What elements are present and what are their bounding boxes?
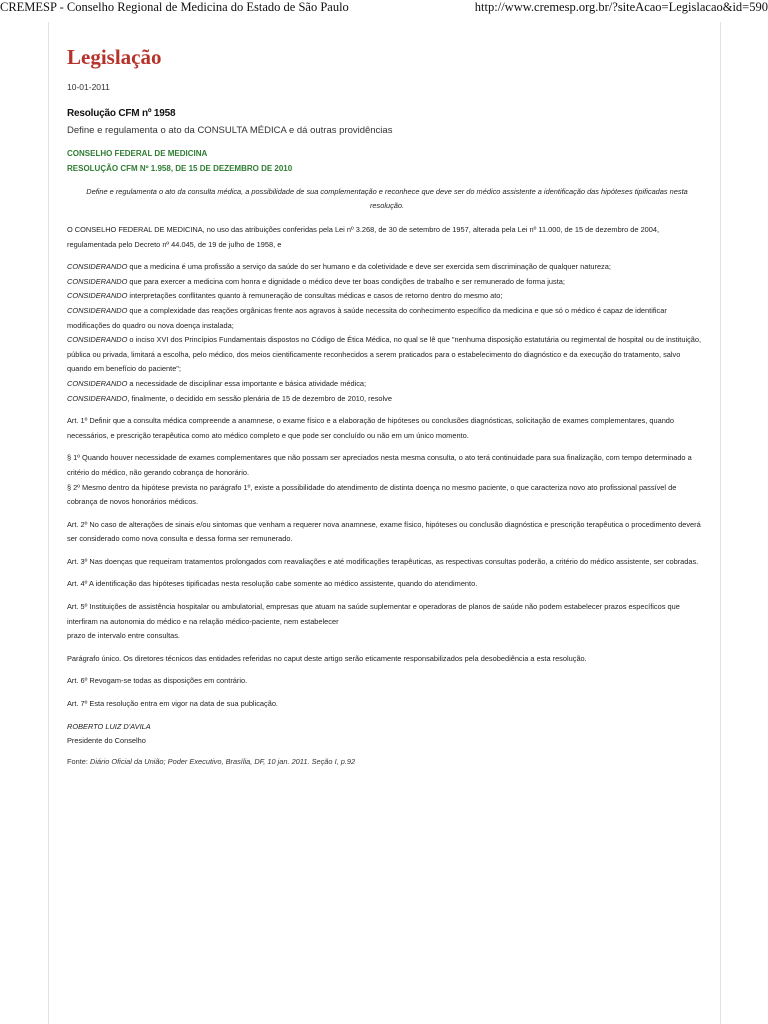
paragraph-1: § 1º Quando houver necessidade de exames complementares que não possam ser apreciados nesta mesma consulta, o ato terá continuidade para sua finalização, com tempo determinado a critério do médico, não gerando cobrança de honorário. bbox=[67, 453, 692, 477]
article-7: Art. 7º Esta resolução entra em vigor na data de sua publicação. bbox=[67, 699, 278, 709]
issuer-name: CONSELHO FEDERAL DE MEDICINA bbox=[67, 149, 208, 158]
resolution-subtitle: Define e regulamenta o ato da CONSULTA MÉDICA e dá outras providências bbox=[67, 125, 393, 136]
right-border bbox=[720, 22, 721, 1024]
ementa: Define e regulamenta o ato da consulta médica, a possibilidade de sua complementação e reconhece que deve ser do médico assistente a identificação das hipóteses tipificadas nesta resolução. bbox=[86, 187, 688, 210]
article-5: Art. 5º Instituições de assistência hospitalar ou ambulatorial, empresas que atuam na saúde suplementar e operadoras de planos de saúde não podem estabelecer prazos específicos que interfiram na autonomia do médico e na relação médico-paciente, nem estabelecer prazo de intervalo entre consultas. bbox=[67, 602, 680, 641]
page-url[interactable]: http://www.cremesp.org.br/?siteAcao=Legislacao&id=590 bbox=[474, 0, 768, 14]
print-header bbox=[0, 0, 768, 16]
resolution-title: Resolução CFM nº 1958 bbox=[67, 108, 176, 119]
paragraph-2: § 2º Mesmo dentro da hipótese prevista no parágrafo 1º, existe a possibilidade do atendimento de distinta doença no mesmo paciente, o que caracteriza novo ato profissional passível de cobrança de novos honorários médicos. bbox=[67, 482, 677, 507]
page-title-header: CREMESP - Conselho Regional de Medicina do Estado de São Paulo bbox=[0, 0, 349, 14]
issuer-block bbox=[67, 146, 707, 176]
preamble: O CONSELHO FEDERAL DE MEDICINA, no uso das atribuições conferidas pela Lei nº 3.268, de 30 de setembro de 1957, alterada pela Lei nº 11.000, de 15 de dezembro de 2004, regulamentada pelo Decreto nº 44.045, de 19 de julho de 1958, e bbox=[67, 225, 660, 249]
considerando-item: CONSIDERANDO que para exercer a medicina com honra e dignidade o médico deve ter boas condições de trabalho e ser remunerado de forma justa; bbox=[67, 276, 565, 286]
article-3: Art. 3º Nas doenças que requeiram tratamentos prolongados com reavaliações e até modificações terapêuticas, as respectivas consultas poderão, a critério do médico assistente, ser cobradas. bbox=[67, 556, 699, 566]
considerando-item: CONSIDERANDO que a complexidade das reações orgânicas frente aos agravos à saúde necessita do conhecimento específico da medicina e que só o médico é capaz de identificar modificações do quadro ou nova doença instalada; bbox=[67, 305, 667, 330]
paragraph-unico: Parágrafo único. Os diretores técnicos das entidades referidas no caput deste artigo serão eticamente responsabilizados pela desobediência a esta resolução. bbox=[67, 653, 587, 663]
article-4: Art. 4º A identificação das hipóteses tipificadas nesta resolução cabe somente ao médico assistente, quando do atendimento. bbox=[67, 579, 478, 589]
article-1: Art. 1º Definir que a consulta médica compreende a anamnese, o exame físico e a elaboração de hipóteses ou conclusões diagnósticas, solicitação de exames complementares, quando necessários, e prescrição terapêutica como ato médico completo e que pode ser concluído ou não em um único momento. bbox=[67, 416, 675, 440]
article-6: Art. 6º Revogam-se todas as disposições em contrário. bbox=[67, 676, 248, 686]
publish-date: 10-01-2011 bbox=[67, 82, 110, 92]
considerando-final: CONSIDERANDO, finalmente, o decidido em sessão plenária de 15 de dezembro de 2010, resolve bbox=[67, 393, 392, 403]
resolution-reference: RESOLUÇÃO CFM Nº 1.958, DE 15 DE DEZEMBRO DE 2010 bbox=[67, 164, 293, 173]
main-content bbox=[67, 44, 707, 769]
considerando-item: CONSIDERANDO que a medicina é uma profissão a serviço da saúde do ser humano e da coletividade e deve ser exercida sem discriminação de qualquer natureza; bbox=[67, 262, 611, 272]
considerandos bbox=[67, 260, 707, 406]
signer-role: Presidente do Conselho bbox=[67, 736, 146, 746]
source-citation: Fonte: Diário Oficial da União; Poder Executivo, Brasília, DF, 10 jan. 2011. Seção I, p.92 bbox=[67, 756, 356, 766]
left-border bbox=[48, 22, 49, 1024]
article-2: Art. 2º No caso de alterações de sinais e/ou sintomas que venham a requerer nova anamnese, exame físico, hipóteses ou conclusão diagnóstica e prescrição terapêutica o procedimento deverá ser considerado como nova consulta e dessa forma ser remunerado. bbox=[67, 519, 701, 544]
considerando-item: CONSIDERANDO o inciso XVI dos Princípios Fundamentais dispostos no Código de Ética Médica, no qual se lê que "nenhuma disposição estatutária ou regimental de hospital ou de instituição, pública ou privada, limitará a escolha, pelo médico, dos meios cientificamente reconhecidos a serem praticados para o estabelecimento do diagnóstico e da execução do tratamento, salvo quando em benefício do paciente"; bbox=[67, 335, 702, 374]
considerando-item: CONSIDERANDO a necessidade de disciplinar essa importante e básica atividade médica; bbox=[67, 378, 367, 388]
section-heading: Legislação bbox=[67, 45, 162, 69]
signer-name: ROBERTO LUIZ D'AVILA bbox=[67, 721, 151, 731]
considerando-item: CONSIDERANDO interpretações conflitantes quanto à remuneração de consultas médicas e casos de retorno dentro do mesmo ato; bbox=[67, 291, 503, 301]
